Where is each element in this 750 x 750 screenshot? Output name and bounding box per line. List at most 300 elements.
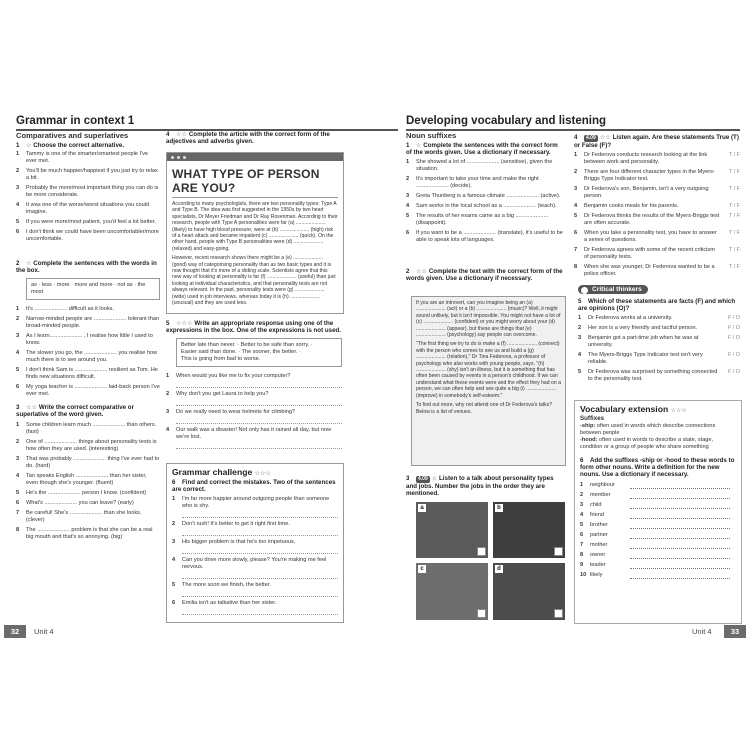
answer-line[interactable] — [630, 483, 730, 489]
answer-line[interactable] — [176, 417, 342, 424]
list-item — [580, 552, 736, 559]
answer-line[interactable] — [630, 553, 730, 559]
item-number: 5 — [16, 367, 20, 374]
window-dot-icon — [171, 156, 174, 159]
item-text: brother — [590, 522, 608, 529]
item-number: 1 — [16, 151, 20, 158]
true-false-toggle[interactable]: T / F — [729, 246, 740, 253]
exercise-instruction — [406, 142, 564, 156]
list-item — [16, 316, 160, 330]
vocabulary-extension-box — [574, 400, 742, 624]
item-text: It's important to take your time and make the right ..................... (decide). — [416, 176, 539, 190]
exercise-instruction — [16, 142, 160, 149]
item-number: 4 — [166, 427, 170, 434]
item-text: Some children learn much ..................... than others. (fast) — [26, 422, 157, 436]
window-dot-icon — [183, 156, 186, 159]
list-item — [574, 263, 740, 278]
list-item — [578, 325, 740, 332]
answer-line[interactable] — [182, 590, 338, 597]
reading-paragraph: To find out more, why not attend one of Dr Federova's talks? Below is a list of venues. — [416, 402, 553, 415]
difficulty-stars: ☆ — [416, 142, 422, 149]
fact-opinion-toggle[interactable]: F / O — [728, 315, 740, 322]
list-item — [574, 186, 740, 200]
exercise-instruction — [574, 134, 740, 149]
true-false-toggle[interactable]: T / F — [729, 263, 740, 270]
item-text: The results of her exams came as a big ..................... (disappoint). — [416, 213, 549, 227]
item-number: 9 — [580, 562, 584, 569]
exercise-instruction — [16, 404, 160, 418]
article-body — [167, 201, 343, 307]
list-item — [16, 219, 160, 226]
list-item — [16, 350, 160, 364]
suffix-text: often used in words which describe connections between people — [580, 422, 716, 436]
list-item — [406, 159, 564, 173]
page-number-right: 33 — [724, 625, 746, 638]
answer-box[interactable] — [477, 547, 486, 556]
item-text: Dr Federova works at a university. — [588, 315, 673, 322]
item-number: 2 — [166, 391, 170, 398]
difficulty-stars: ☆☆ — [599, 134, 611, 141]
article-header-bar — [167, 153, 343, 161]
list-item — [406, 203, 564, 210]
answer-line[interactable] — [182, 547, 338, 554]
true-false-toggle[interactable]: T / F — [729, 152, 740, 159]
item-number: 1 — [16, 422, 20, 429]
item-number: 4 — [16, 350, 20, 357]
item-text: My yoga teacher is ..................... laid-back person I've ever met. — [26, 384, 160, 397]
item-text: The Myers-Briggs Type Indicator test isn't very reliable. — [588, 352, 703, 366]
list-item — [16, 306, 160, 313]
item-list — [16, 151, 160, 242]
difficulty-stars: ☆☆ — [26, 404, 38, 411]
item-number: 4 — [580, 512, 584, 519]
extension-title-text: Vocabulary extension — [580, 404, 669, 414]
exercise-instruction — [580, 457, 736, 479]
item-number: 5 — [16, 490, 20, 497]
item-number: 7 — [16, 510, 20, 517]
exercise-number: 5 — [578, 298, 582, 305]
exercise-3-left — [16, 404, 160, 544]
word-list — [580, 482, 736, 579]
item-list — [16, 422, 160, 540]
answer-line[interactable] — [630, 563, 730, 569]
challenge-title — [172, 467, 338, 477]
list-item — [16, 229, 160, 243]
list-item — [406, 176, 564, 190]
fact-opinion-toggle[interactable]: F / O — [728, 369, 740, 376]
list-item — [580, 512, 736, 519]
instruction-text: Which of these statements are facts (F) and which are opinions (O)? — [578, 298, 736, 313]
answer-line[interactable] — [176, 442, 342, 449]
list-item — [172, 600, 338, 615]
item-number: 1 — [406, 159, 410, 166]
item-number: 3 — [166, 409, 170, 416]
item-text: Her son is a very friendly and tactful person. — [588, 325, 698, 332]
challenge-title-text: Grammar challenge — [172, 467, 253, 477]
item-number: 8 — [574, 263, 578, 270]
list-item — [172, 557, 338, 579]
answer-line[interactable] — [182, 608, 338, 615]
exercise-1-left — [16, 142, 160, 246]
expression-line: This is going from bad to worse. — [181, 356, 261, 363]
list-item — [166, 391, 342, 406]
exercise-number: 5 — [166, 320, 170, 327]
item-text: partner — [590, 532, 608, 539]
item-number: 7 — [574, 246, 578, 253]
item-text: The slower you go, the ..................... you realise how much there is to see around you. — [26, 350, 158, 364]
item-text: Probably the more/most important thing you can do is be more considerate. — [26, 185, 159, 198]
item-text: child — [590, 502, 602, 509]
exercise-instruction — [406, 268, 564, 282]
difficulty-stars: ☆☆ — [176, 131, 188, 138]
item-number: 5 — [578, 369, 582, 376]
item-number: 2 — [16, 168, 20, 175]
item-number: 8 — [580, 552, 584, 559]
list-item — [172, 582, 338, 597]
item-number: 3 — [578, 335, 582, 342]
list-item — [166, 427, 342, 449]
instruction-text: Complete the sentences with the words in the box. — [16, 260, 157, 275]
item-number: 3 — [406, 193, 410, 200]
exercise-3-right — [406, 475, 564, 498]
item-number: 5 — [406, 213, 410, 220]
item-text: owner — [590, 552, 606, 559]
answer-line[interactable] — [182, 511, 338, 518]
item-number: 4 — [406, 203, 410, 210]
item-text: When she was younger, Dr Federova wanted to be a police officer. — [584, 263, 715, 277]
answer-line[interactable] — [630, 513, 730, 519]
list-item — [580, 532, 736, 539]
extension-title — [580, 404, 736, 414]
answer-line[interactable] — [630, 493, 730, 499]
list-item — [16, 367, 160, 381]
list-item — [580, 572, 736, 579]
exercise-instruction — [166, 131, 342, 145]
item-text: That was probably ..................... thing I've ever had to do. (hard) — [26, 456, 160, 470]
item-number: 8 — [16, 526, 20, 533]
audio-track-badge: 4.09 — [586, 135, 596, 141]
true-false-toggle[interactable]: T / F — [729, 203, 740, 210]
instruction-text: Complete the article with the correct form of the adjectives and adverbs given. — [166, 131, 330, 146]
item-number: 6 — [172, 600, 176, 607]
item-text: Our walk was a disaster! Not only has it rained all day, but now we're lost. — [176, 427, 332, 441]
exercise-5-left — [166, 320, 342, 452]
section-subtitle-right: Noun suffixes — [406, 131, 457, 140]
badge-label: Critical thinkers — [592, 286, 642, 293]
item-text: What's ..................... you can leave? (early) — [26, 500, 134, 507]
reading-paragraph: If you are an introvert, can you imagine being an (a) ..................... (act) or a (b) ..................... (music)? Well, it might sound unlikely, but it isn't impossible. You might not have a lot of (c) ..................... (confident) or you might worry about your (d) ..................... (appear), but these are things that (e) ..................... (psychology) say people can overcome. — [416, 300, 561, 339]
item-number: 3 — [172, 539, 176, 546]
suffix-label: -ship: — [580, 422, 596, 429]
item-number: 4 — [578, 352, 582, 359]
list-item — [16, 439, 160, 453]
list-item — [574, 203, 740, 210]
list-item — [16, 168, 160, 182]
item-number: 4 — [574, 203, 578, 210]
item-text: One of ..................... things about personality tests is how often they are used. (interesting) — [26, 439, 157, 453]
item-text: As I learn..................... , I realise how little I used to know. — [26, 333, 153, 347]
item-number: 1 — [16, 306, 20, 313]
item-number: 3 — [16, 185, 20, 192]
unit-label-left: Unit 4 — [34, 627, 54, 636]
exercise-number: 4 — [574, 134, 578, 141]
list-item — [16, 456, 160, 470]
page-number-left: 32 — [4, 625, 26, 638]
list-item — [166, 373, 342, 388]
item-number: 6 — [16, 500, 20, 507]
item-text: Dr Federova thinks the results of the Myers-Briggs test are often accurate. — [584, 213, 720, 227]
item-text: He's the ..................... person I know. (confident) — [26, 490, 147, 497]
difficulty-stars: ☆☆☆ — [254, 471, 271, 477]
answer-line[interactable] — [182, 572, 338, 579]
list-item — [578, 369, 740, 383]
exercise-number: 6 — [172, 479, 176, 486]
item-number: 1 — [172, 496, 176, 503]
item-list — [16, 306, 160, 397]
item-text: Do we really need to wear helmets for climbing? — [176, 409, 296, 416]
item-text: Sam works in the local school as a ..................... (teach). — [416, 203, 557, 210]
item-text: neighbour — [590, 482, 615, 489]
list-item — [574, 213, 740, 227]
list-item — [574, 230, 740, 244]
extension-heading: Suffixes — [580, 415, 605, 422]
list-item — [578, 335, 740, 349]
instruction-text: Find and correct the mistakes. Two of the sentences are correct. — [172, 479, 336, 494]
item-number: 2 — [16, 439, 20, 446]
instruction-text: Complete the text with the correct form of the words given. Use a dictionary if necessary. — [406, 268, 563, 283]
item-number: 6 — [16, 228, 20, 235]
item-text: I don't think we could have been uncomfortabler/more uncomfortable. — [26, 228, 159, 242]
word-box: as · less · more · more and more · not as · the most — [26, 278, 160, 300]
item-text: Be careful! She's ..................... than she looks. (clever) — [26, 510, 142, 523]
fact-opinion-toggle[interactable]: F / O — [728, 352, 740, 359]
fact-opinion-toggle[interactable]: F / O — [728, 335, 740, 342]
section-subtitle-left: Comparatives and superlatives — [16, 131, 129, 140]
exercise-number: 2 — [406, 268, 410, 275]
list-item — [16, 527, 160, 541]
article-paragraph: According to many psychologists, there are two personality types: Type A and Type B. The idea was first suggested in the 1950s by two heart specialists, Dr Meyer Friedman and Dr Ray Rosenman. According to their research, people with Type A personalities were far (a) ..................... (likely) to have high blood pressure, were at (b) ..................... (high) risk of a heart attack and became impatient (c) ..................... (quick). On the other hand, people with Type B personalities were (d) ..................... (relaxed) and easy-going. — [172, 201, 338, 252]
list-item — [16, 422, 160, 436]
expression-box — [176, 338, 342, 367]
item-text: Tan speaks English ..................... than her sister, even though she's younger. (fluent) — [26, 473, 147, 487]
item-text: mother — [590, 542, 608, 549]
exercise-2-right — [406, 268, 564, 282]
item-text: When you take a personality test, you have to answer a series of questions. — [584, 230, 717, 243]
grammar-challenge-box — [166, 463, 344, 623]
exercise-instruction — [166, 320, 342, 334]
item-number: 6 — [406, 230, 410, 237]
instruction-text: Write an appropriate response using one of the expressions in the box. One of the expressions is not used. — [166, 320, 342, 335]
suffix-text: often used in words to describe a state, stage, condition or a group of people who share something — [580, 436, 714, 450]
item-text: likely — [590, 572, 603, 579]
item-number: 6 — [16, 384, 20, 391]
list-item — [580, 482, 736, 489]
item-number: 7 — [580, 542, 584, 549]
article-title: WHAT TYPE OF PERSON ARE YOU? — [172, 167, 338, 198]
page-title-right: Developing vocabulary and listening — [406, 115, 607, 127]
item-text: Greta Thunberg is a famous climate ..................... (active). — [416, 193, 561, 200]
item-text: Emilia isn't as talkative than her sister. — [182, 600, 277, 607]
true-false-toggle[interactable]: T / F — [729, 186, 740, 193]
item-number: 4 — [172, 557, 176, 564]
true-false-list — [574, 152, 740, 277]
list-item — [578, 315, 740, 322]
item-number: 2 — [574, 169, 578, 176]
article-box — [166, 152, 344, 314]
difficulty-stars: ☆☆☆ — [176, 320, 193, 327]
exercise-instruction — [578, 298, 740, 312]
exercise-number: 3 — [16, 404, 20, 411]
item-text: Can you drive more slowly, please? You're making me feel nervous. — [182, 557, 327, 571]
difficulty-stars: ☆☆☆ — [670, 408, 687, 414]
expression-line: Easier said than done. · The sooner, the better. · — [181, 349, 301, 356]
answer-line[interactable] — [176, 399, 342, 406]
expression-line: Better late than never. · Better to be safe than sorry. · — [181, 342, 313, 349]
job-photo-a — [416, 502, 488, 558]
item-number: 2 — [406, 176, 410, 183]
item-text: It's ..................... difficult as it looks. — [26, 306, 115, 313]
job-photo-d — [493, 563, 565, 620]
item-list — [166, 373, 342, 449]
critical-thinkers-badge — [578, 285, 648, 294]
answer-line[interactable] — [630, 543, 730, 549]
exercise-number: 3 — [406, 475, 410, 482]
difficulty-stars: ☆ — [26, 260, 32, 267]
list-item — [16, 333, 160, 347]
answer-line[interactable] — [182, 529, 338, 536]
item-text: The ..................... problem is that she can be a real big mouth and that's so annoying. (big) — [26, 526, 153, 540]
item-number: 3 — [580, 502, 584, 509]
item-number: 5 — [574, 213, 578, 220]
answer-line[interactable] — [630, 523, 730, 529]
exercise-number: 4 — [166, 131, 170, 138]
suffix-label: -hood: — [580, 436, 598, 443]
reading-text-box — [411, 296, 566, 466]
list-item — [172, 496, 338, 518]
item-text: I'm far more happier around outgoing people than someone who is shy. — [182, 496, 330, 510]
list-item — [580, 562, 736, 569]
exercise-instruction — [16, 260, 160, 274]
list-item — [16, 151, 160, 165]
list-item — [580, 542, 736, 549]
item-text: Dr Federova conducts research looking at the link between work and personality. — [584, 152, 708, 166]
answer-line[interactable] — [630, 573, 730, 579]
list-item — [16, 185, 160, 199]
item-number: 3 — [16, 456, 20, 463]
photo-label: c — [418, 565, 426, 573]
true-false-toggle[interactable]: T / F — [729, 169, 740, 176]
item-text: friend — [590, 512, 604, 519]
answer-line[interactable] — [176, 381, 342, 388]
answer-line[interactable] — [630, 503, 730, 509]
lightbulb-icon — [581, 287, 588, 294]
list-item — [580, 522, 736, 529]
list-item — [406, 230, 564, 244]
item-number: 2 — [16, 316, 20, 323]
instruction-text: Listen again. Are these statements True (T) or False (F)? — [574, 134, 739, 150]
true-false-toggle[interactable]: T / F — [729, 230, 740, 237]
item-number: 2 — [172, 521, 176, 528]
item-list — [172, 496, 338, 615]
exercise-4-left — [166, 131, 342, 145]
item-number: 6 — [574, 230, 578, 237]
item-list — [406, 159, 564, 244]
photo-label: d — [495, 565, 503, 573]
instruction-text: Choose the correct alternative. — [33, 142, 125, 149]
item-text: She showed a lot of ..................... (sensitive), given the situation. — [416, 159, 553, 173]
list-item — [406, 213, 564, 227]
item-text: Don't rush! It's better to get it right first time. — [182, 521, 290, 528]
list-item — [578, 352, 740, 366]
answer-box[interactable] — [554, 547, 563, 556]
item-text: Dr Federova was surprised by something connected to the personality test. — [588, 369, 718, 383]
list-item — [166, 409, 342, 424]
instruction-text: Complete the sentences with the correct form of the words given. Use a dictionary if necessary. — [406, 142, 558, 157]
item-text: Why don't you get Laura to help you? — [176, 391, 269, 398]
item-number: 4 — [16, 473, 20, 480]
audio-track-badge: 4.09 — [418, 476, 428, 482]
item-number: 3 — [16, 333, 20, 340]
list-item — [16, 202, 160, 216]
item-text: leader — [590, 562, 606, 569]
item-number: 1 — [574, 152, 578, 159]
item-number: 1 — [166, 373, 170, 380]
item-text: Dr Federova's son, Benjamin, isn't a very outgoing person. — [584, 186, 709, 200]
item-text: Dr Federova agrees with some of the recent criticism of personality tests. — [584, 246, 715, 260]
exercise-number: 2 — [16, 260, 20, 267]
photo-label: b — [495, 504, 503, 512]
page-title-left: Grammar in context 1 — [16, 115, 135, 127]
item-number: 3 — [574, 186, 578, 193]
item-text: Narrow-minded people are ..................... tolerant than broad-minded people. — [26, 316, 160, 330]
answer-line[interactable] — [630, 533, 730, 539]
item-text: If you were more/most patient, you'd feel a lot better. — [26, 218, 156, 225]
exercise-number: 1 — [16, 142, 20, 149]
exercise-4-right — [574, 134, 740, 281]
list-item — [574, 246, 740, 261]
item-text: Tammy is one of the smarter/smartest people I've ever met. — [26, 151, 149, 165]
answer-box[interactable] — [477, 609, 486, 618]
list-item — [16, 473, 160, 487]
difficulty-stars: ☆ — [26, 142, 32, 149]
item-text: It was one of the worse/worst situations you could imagine. — [26, 201, 150, 215]
list-item — [574, 152, 740, 166]
true-false-toggle[interactable]: T / F — [729, 213, 740, 220]
answer-box[interactable] — [554, 609, 563, 618]
suffix-ship-definition — [580, 423, 736, 437]
suffix-hood-definition — [580, 437, 736, 451]
item-text: His bigger problem is that he's too impetuous. — [182, 539, 296, 546]
window-dot-icon — [177, 156, 180, 159]
fact-opinion-list — [578, 315, 740, 383]
item-number: 2 — [578, 325, 582, 332]
item-text: You'll be much happier/happiest if you just try to relax a bit. — [26, 168, 158, 182]
item-text: There are four different character types in the Myers-Briggs Type Indicator test. — [584, 169, 715, 183]
exercise-2-left — [16, 260, 160, 401]
list-item — [574, 169, 740, 183]
item-text: member — [590, 492, 611, 499]
item-number: 6 — [580, 532, 584, 539]
photo-label: a — [418, 504, 426, 512]
item-text: I don't think Sam is ..................... resilient as Tom. He finds new situations difficult. — [26, 367, 158, 381]
item-number: 5 — [172, 582, 176, 589]
instruction-text: Listen to a talk about personality types and jobs. Number the jobs in the order they are mentioned. — [406, 475, 554, 498]
list-item — [16, 510, 160, 524]
list-item — [172, 539, 338, 554]
fact-opinion-toggle[interactable]: F / O — [728, 325, 740, 332]
exercise-1-right — [406, 142, 564, 247]
item-number: 1 — [580, 482, 584, 489]
